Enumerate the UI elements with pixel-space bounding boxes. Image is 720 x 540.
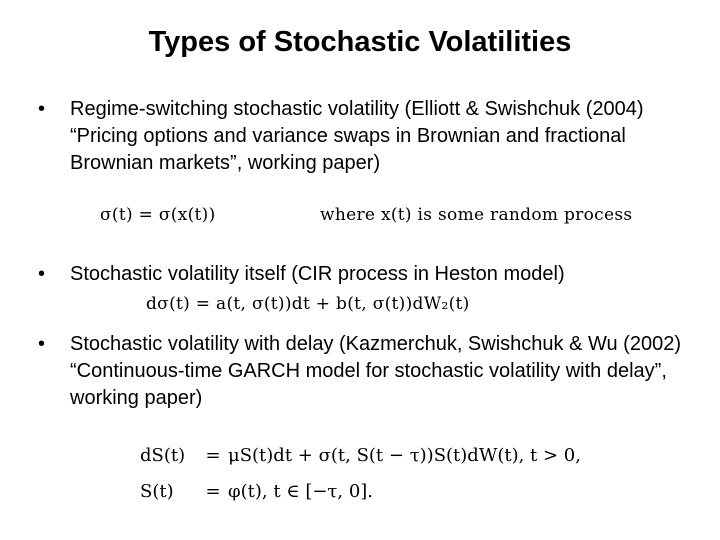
- bullet-text: Regime-switching stochastic volatility (Elliott & Swishchuk (2004) “Pricing options and variance swaps in Brownian and fractional Brownian markets”, working paper): [70, 98, 644, 174]
- equation-lhs: S(t): [140, 481, 174, 502]
- bullet-point: •: [38, 98, 46, 120]
- delay-equations: [140, 438, 581, 510]
- equation-row: [140, 474, 581, 510]
- formula-note: where x(t) is some random process: [320, 205, 633, 225]
- bullet-regime-switching: [38, 96, 698, 177]
- equation-operator: =: [205, 445, 221, 466]
- bullet-text: Stochastic volatility with delay (Kazmerchuk, Swishchuk & Wu (2002) “Continuous-time GARCH model for stochastic volatility with delay”, working paper): [70, 333, 681, 409]
- bullet-cir-process: [38, 261, 698, 288]
- equation-rhs: μS(t)dt + σ(t, S(t − τ))S(t)dW(t), t > 0,: [228, 445, 581, 466]
- formula-cir-process: dσ(t) = a(t, σ(t))dt + b(t, σ(t))dW₂(t): [146, 294, 470, 314]
- bullet-point: •: [38, 333, 46, 355]
- equation-rhs: φ(t), t ∈ [−τ, 0].: [228, 481, 374, 502]
- bullet-text: Stochastic volatility itself (CIR process in Heston model): [70, 263, 565, 285]
- equation-row: [140, 438, 581, 474]
- slide-title: Types of Stochastic Volatilities: [148, 26, 572, 58]
- bullet-point: •: [38, 263, 46, 285]
- equation-operator: =: [205, 481, 221, 502]
- equation-lhs: dS(t): [140, 445, 186, 466]
- bullet-delay: [38, 331, 698, 412]
- formula-regime-switching: σ(t) = σ(x(t)): [100, 205, 216, 225]
